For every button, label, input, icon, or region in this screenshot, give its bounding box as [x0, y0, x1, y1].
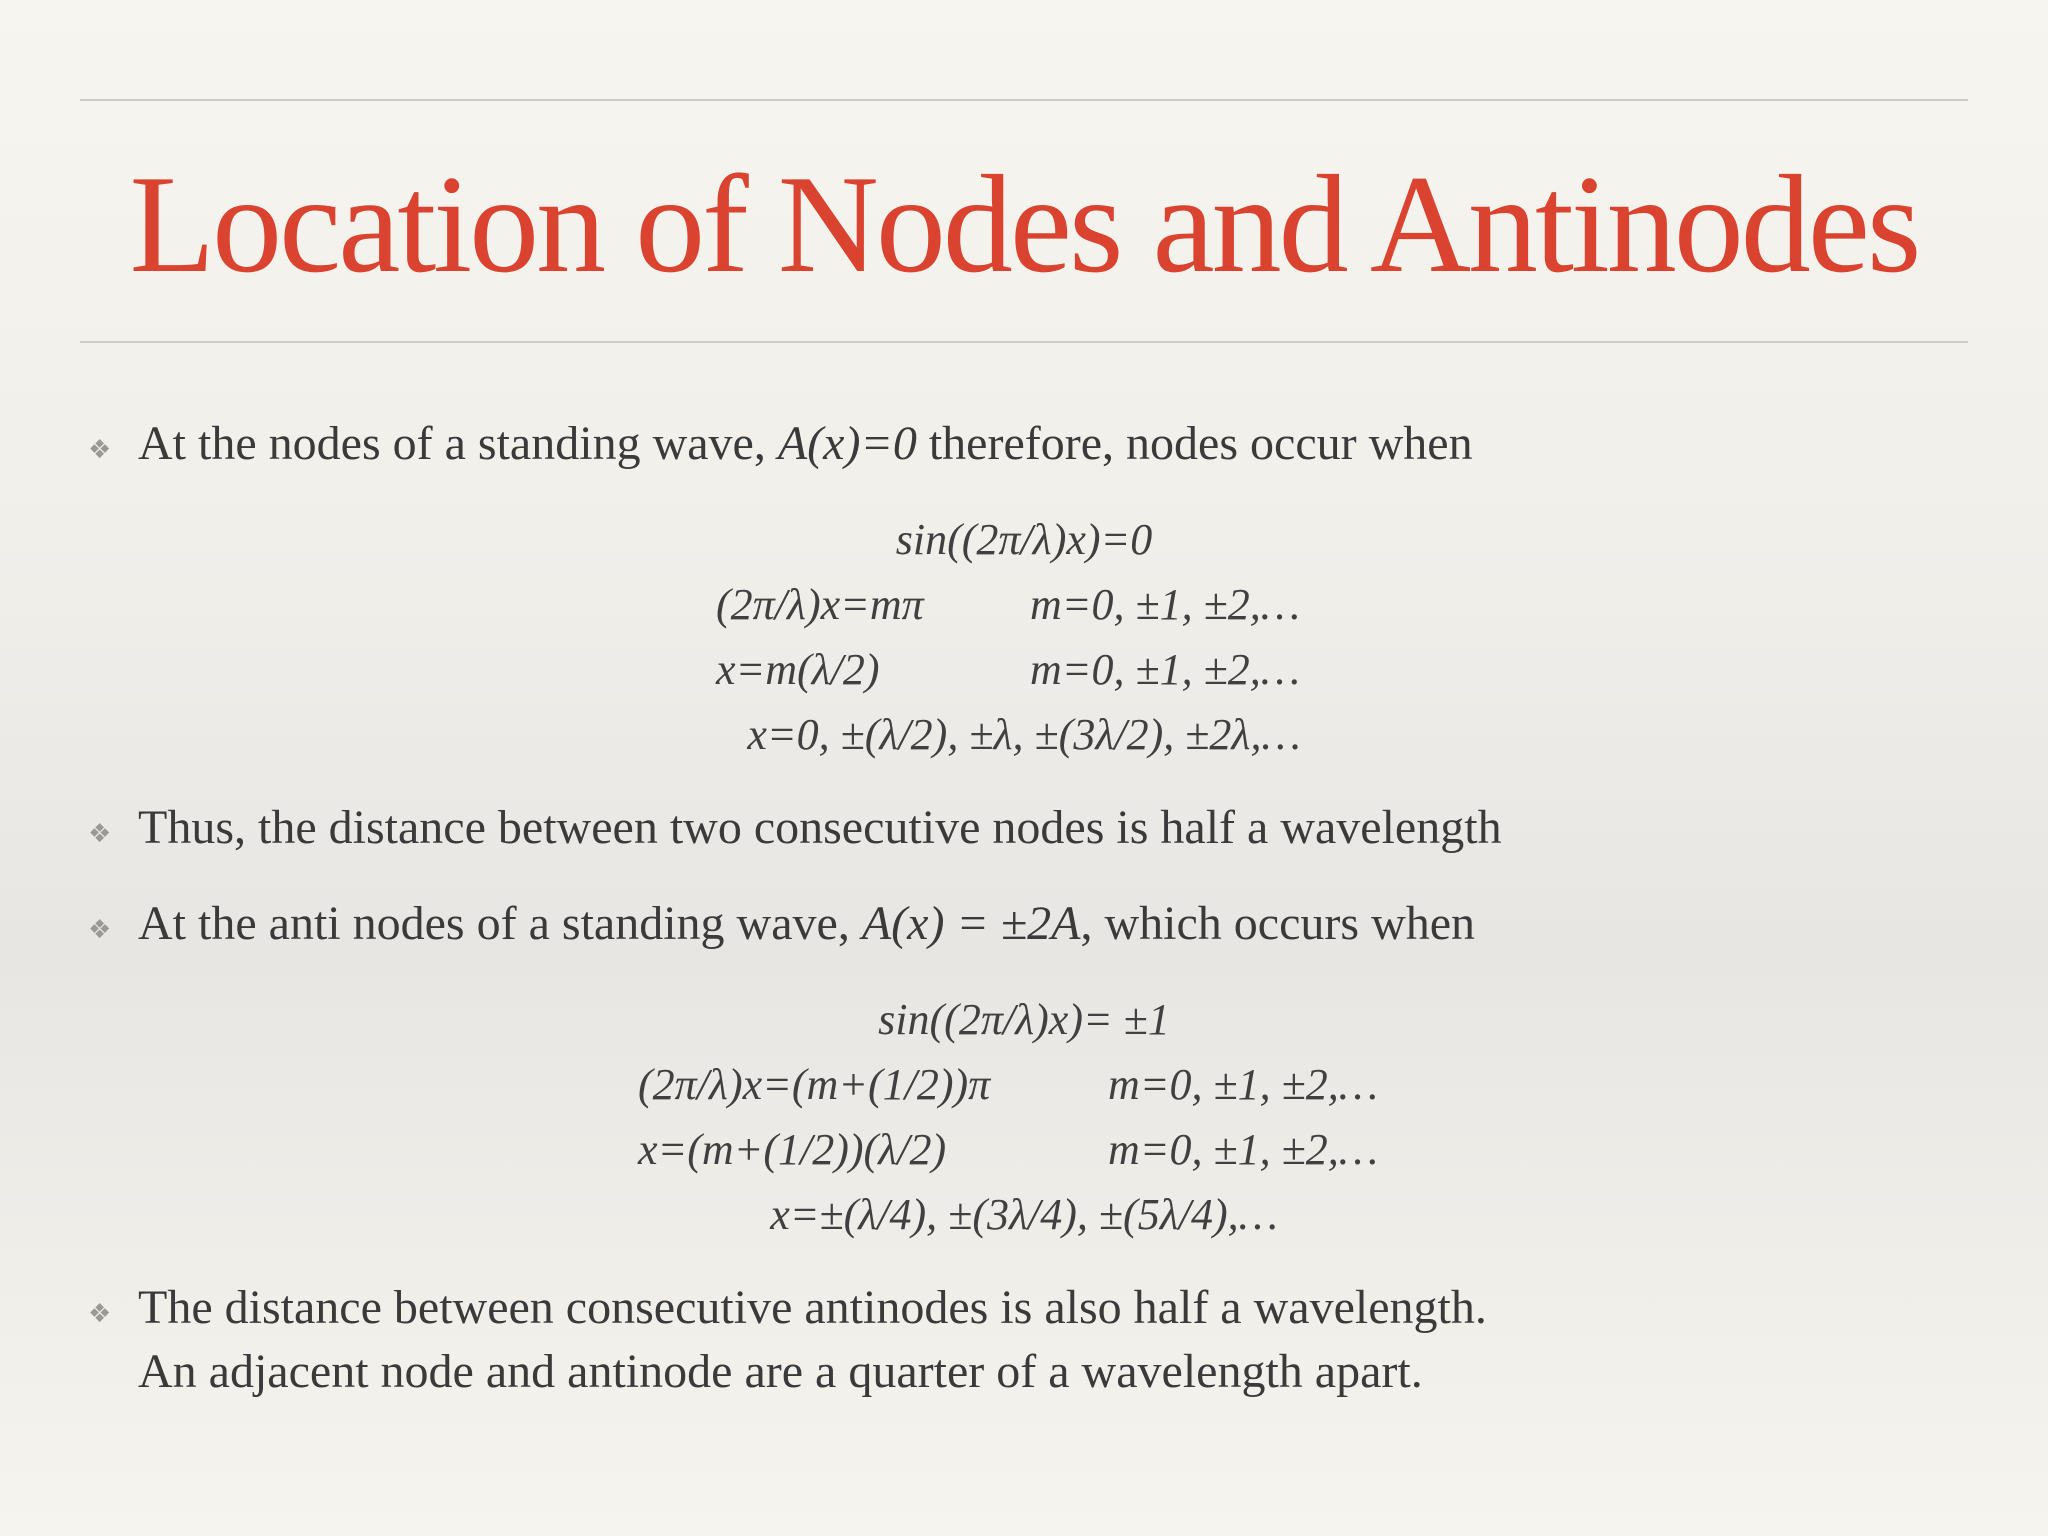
node-equation-3-left: x=m(λ/2) [716, 645, 880, 694]
bullet-text-line: The distance between consecutive antinodes is also half a wavelength. [138, 1281, 1487, 1334]
diamond-flower-icon: ❖ [88, 915, 112, 945]
bullet-math: A(x) = ±2A [861, 897, 1081, 950]
bullet-text: Thus, the distance between two consecutive nodes is half a wavelength [138, 801, 1502, 854]
bullet-antinode-distance [88, 1276, 1948, 1406]
bullet-text-line: An adjacent node and antinode are a quarter of a wavelength apart. [138, 1345, 1423, 1398]
antinode-equation-3-left: x=(m+(1/2))(λ/2) [638, 1125, 947, 1174]
title-divider [80, 341, 1968, 343]
node-equation-3-right: m=0, ±1, ±2,… [1030, 645, 1300, 694]
antinode-equation-2-left: (2π/λ)x=(m+(1/2))π [638, 1060, 991, 1109]
bullet-math: A(x)=0 [777, 417, 917, 470]
node-equation-4: x=0, ±(λ/2), ±λ, ±(3λ/2), ±2λ,… [747, 710, 1301, 759]
antinode-equation-1: sin((2π/λ)x)= ±1 [878, 995, 1170, 1044]
diamond-flower-icon: ❖ [88, 819, 112, 849]
node-equation-1: sin((2π/λ)x)=0 [895, 515, 1153, 564]
node-equation-2-right: m=0, ±1, ±2,… [1030, 580, 1300, 629]
diamond-flower-icon: ❖ [88, 1299, 112, 1329]
top-divider [80, 99, 1968, 101]
bullet-text-part: At the anti nodes of a standing wave, [138, 897, 862, 950]
bullet-text-part: therefore, nodes occur when [916, 417, 1473, 470]
bullet-text [138, 412, 1473, 476]
slide-title: Location of Nodes and Antinodes [129, 147, 1919, 302]
node-equation-2-left: (2π/λ)x=mπ [716, 580, 924, 629]
bullet-text [138, 892, 1475, 956]
antinode-equation-2-right: m=0, ±1, ±2,… [1108, 1060, 1378, 1109]
antinode-equation-4: x=±(λ/4), ±(3λ/4), ±(5λ/4),… [770, 1190, 1278, 1239]
diamond-flower-icon: ❖ [88, 435, 112, 465]
antinode-equation-3-right: m=0, ±1, ±2,… [1108, 1125, 1378, 1174]
bullet-text [138, 1276, 1487, 1404]
bullet-text-part: At the nodes of a standing wave, [138, 417, 778, 470]
bullet-text-part: , which occurs when [1080, 897, 1476, 950]
